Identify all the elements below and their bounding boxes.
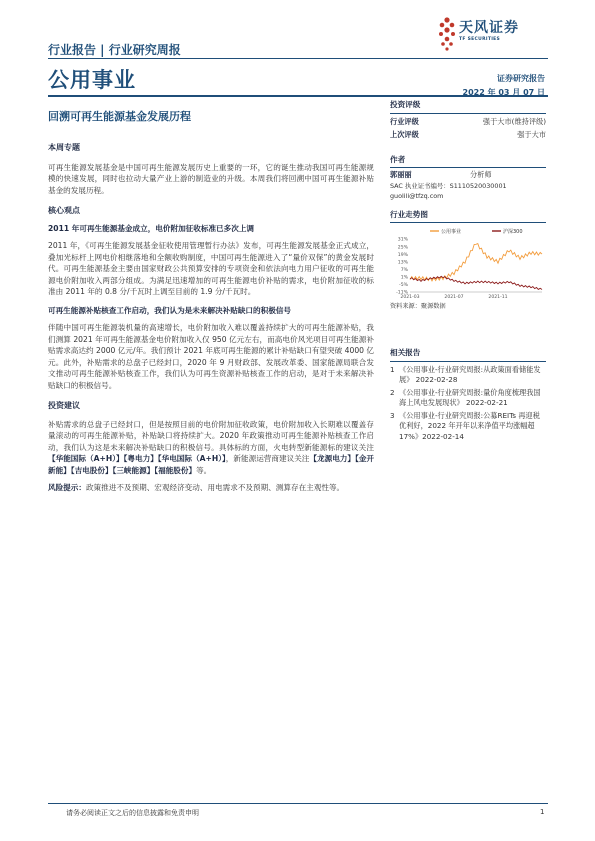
invest-heading: 投资建议 [48,401,80,410]
header-divider [48,58,548,59]
industry-rating-label: 行业评级 [390,116,419,126]
footer-disclaimer: 请务必阅读正文之后的信息披露和免责申明 [66,809,199,817]
previous-rating-row [390,130,546,141]
related-report-number: 2 [390,387,395,397]
y-tick-label: 7% [400,267,408,273]
related-heading: 相关报告 [390,348,421,357]
author-name: 郭丽丽 [390,170,412,179]
risk-label: 风险提示： [48,483,86,492]
invest-stocks-thermal: 【华能国际（A+H）】【粤电力】【华电国际（A+H）】 [48,454,226,463]
y-tick-label: 19% [397,252,408,258]
x-tick-label: 2021-07 [444,295,464,300]
series-line-csi300 [410,276,542,289]
invest-text-end: 等。 [196,465,212,475]
invest-stocks-renewable: 【龙源电力】【金开新能】【吉电股份】【三峡能源】【福能股份】 [48,454,374,475]
summary-section [48,142,374,494]
author-divider [390,167,546,168]
summary-text: 可再生能源发展基金是中国可再生能源发展历史上重要的一环，它的诞生推动我国可再生能源规模的快速发展，同时也拉动大量产业上游的制造业的升级。本周我们将回溯中国可再生能源补贴基金的发展历程。 [48,162,374,195]
footer-divider [48,803,548,804]
related-report-link[interactable]: 《公用事业-行业研究周报:公募REITs 再迎税优利好，2022 年开年以来净值平均涨幅超 17%》2022-02-14 [399,410,540,441]
invest-text-mid: ，新能源运营商建议关注 [225,454,310,463]
related-report-number: 1 [390,364,395,374]
core-subheading-2: 可再生能源补贴核查工作启动，我们认为是未来解决补贴缺口的积极信号 [48,305,291,315]
risk-text: 政策推进不及预期、宏观经济变动、用电需求不及预期、测算存在主观性等。 [85,483,345,492]
report-title: 回溯可再生能源基金发展历程 [48,110,191,123]
industry-rating-value: 强于大市(维持评级) [482,116,546,126]
related-report-link[interactable]: 《公用事业-行业研究周报:从政策面看储能发展》 2022-02-28 [399,364,541,384]
related-section [390,348,546,442]
legend-label: 公用事业 [441,229,462,235]
y-tick-label: -5% [399,283,408,289]
related-report-number: 3 [390,410,395,420]
related-divider [390,361,546,362]
related-report-item[interactable] [390,411,546,443]
y-tick-label: 31% [397,237,408,243]
sector-title: 公用事业 [48,68,136,92]
x-tick-label: 2021-11 [488,295,508,300]
trend-divider [390,222,546,223]
author-title: 分析师 [470,170,492,179]
rating-divider [390,113,546,114]
related-report-link[interactable]: 《公用事业-行业研究周报:量价角度梳理我国海上风电发展现状》 2022-02-21 [399,387,541,407]
y-tick-label: 25% [397,245,408,251]
y-tick-label: 1% [400,275,408,281]
previous-rating-value: 强于大市 [517,130,546,139]
author-email[interactable]: guolili@tfzq.com [390,192,444,200]
report-type: 证券研究报告 [497,74,545,83]
report-date: 2022 年 03 月 07 日 [462,88,545,97]
legend-label: 沪深300 [503,229,523,235]
series-line-utilities [410,244,542,281]
author-row [390,170,546,181]
chart-source: 资料来源：聚源数据 [390,303,446,310]
author-heading: 作者 [390,154,406,164]
core-subheading-1: 2011 年可再生能源基金成立，电价附加征收标准已多次上调 [48,223,255,233]
invest-paragraph [48,419,374,477]
y-tick-label: 13% [397,260,408,266]
industry-trend-chart [390,226,546,302]
previous-rating-label: 上次评级 [390,130,419,139]
related-report-item[interactable] [390,388,546,409]
page-number: 1 [540,808,545,816]
core-heading: 核心观点 [48,206,80,215]
x-tick-label: 2021-03 [400,295,420,300]
summary-heading: 本周专题 [48,143,80,152]
rating-section [390,100,546,223]
core-paragraph-1: 2011 年，《可再生能源发展基金征收使用管理暂行办法》发布，可再生能源发展基金正式成立，叠加光标杆上网电价相继落地和全额收购制度，中国可再生能源进入了“量价双保”的黄金发展时代。可再生能源基金主要由国家财政公共预算安排的专项资金和依法向电力用户征收的可再生能源电价附加收入两部分组成。为满足迅速增加的可再生能源电价补贴的需求，电价附加征收的标准由 2011 年的 0.8 分/千瓦时上调至目前的 1.9 分/千瓦时。 [48,241,374,296]
industry-rating-row [390,117,546,128]
invest-text: 补贴需求的总盘子已经封口，但是按照目前的电价附加征收政策，电价附加收入长期难以覆盖存量滚动的可再生能源补贴，补贴缺口将持续扩大。2020 年政策推动可再生能源补贴核查工作启动，我们认为这是未来解决补贴缺口的积极信号。具体标的方面，火电转型新能源标的建议关注 [48,419,374,452]
trend-heading: 行业走势图 [390,209,428,219]
logo-text-cn: 天风证券 [459,20,519,36]
y-tick-label: -11% [396,290,408,296]
core-paragraph-2: 伴随中国可再生能源装机量的高速增长，电价附加收入难以覆盖持续扩大的可再生能源补贴，我们测算 2021 年可再生能源基金电价附加收入仅 950 亿元左右，而高电价风光项目可再生能源补贴需求高达约 2000 亿元/年。我们预计 2021 年底可再生能源的累计补贴缺口有望突破 4000 亿元。此外，补贴需求的总盘子已经封口，2020 年 9 月财政部、发展改革委、国家能源局联合发文推动可再生能源补贴核查工作，我们认为可再生资源补贴核查工作的启动，是对于未来解决补贴缺口的积极信号。 [48,323,374,390]
risk-paragraph [48,482,374,494]
rating-heading: 投资评级 [390,100,421,109]
author-cert: SAC 执业证书编号：S1110520030001 [390,181,507,190]
report-category: 行业报告 | 行业研究周报 [48,43,181,57]
logo-text-en: TF SECURITIES [459,37,501,42]
related-report-item[interactable] [390,365,546,386]
